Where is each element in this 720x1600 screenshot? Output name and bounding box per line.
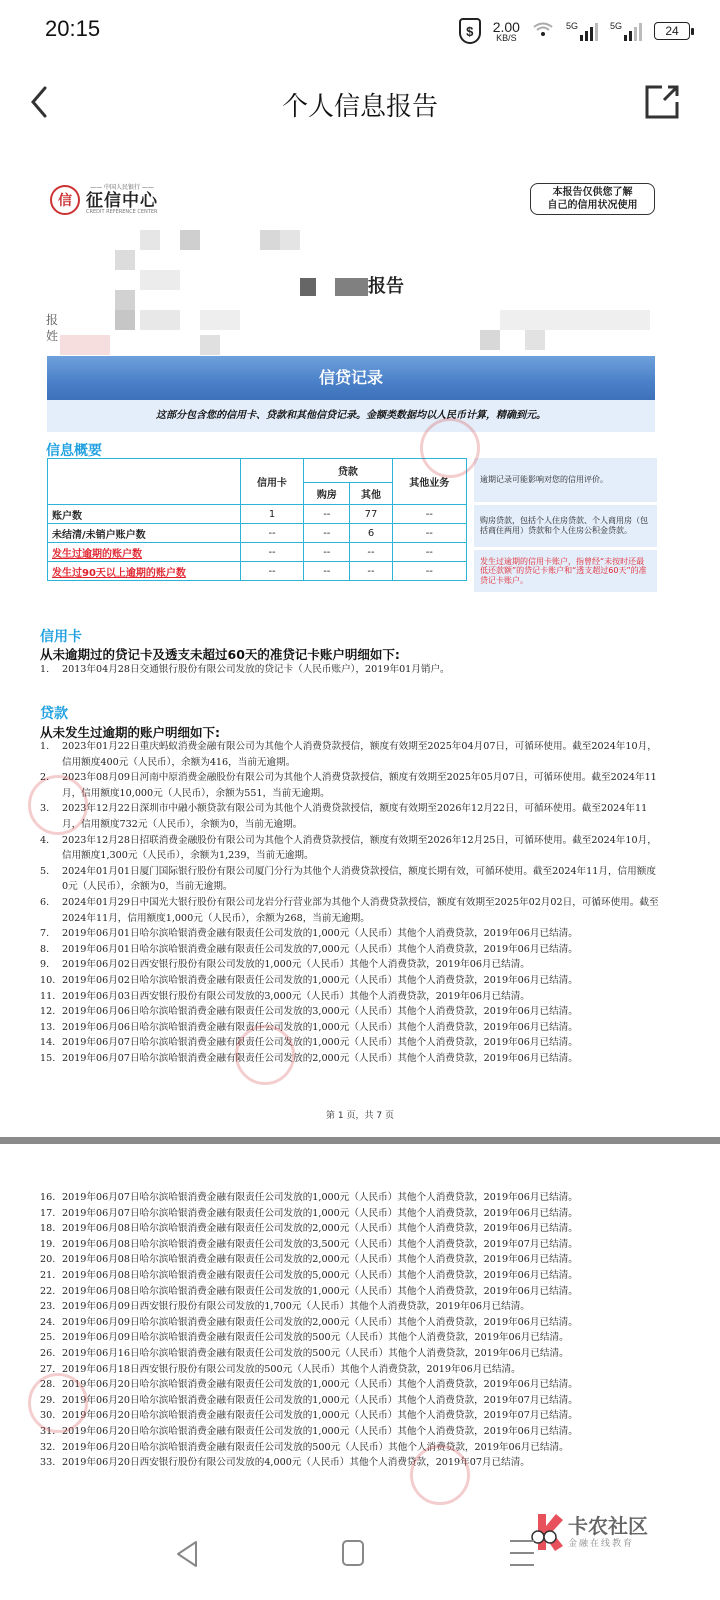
item-number: 27. (40, 1363, 56, 1375)
network-speed (493, 20, 520, 43)
note-house-loan: 购房贷款，包括个人住房贷款、个人商用房（包括商住两用）贷款和个人住房公积金贷款。 (474, 505, 657, 547)
list-item (40, 1051, 660, 1067)
row-label-overdue-90: 发生过90天以上逾期的账户数 (48, 562, 241, 581)
item-number: 4. (40, 834, 50, 846)
system-home-button[interactable] (342, 1540, 364, 1566)
item-number: 19. (40, 1238, 56, 1250)
item-text: 2019年06月07日哈尔滨哈银消费金融有限责任公司发放的1,000元（人民币）其他个人消费贷款，2019年06月已结清。 (62, 1192, 578, 1203)
loan-subheading: 从未发生过逾期的账户明细如下: (40, 725, 220, 740)
item-number: 2. (40, 772, 50, 784)
item-number: 30. (40, 1410, 56, 1422)
cell-credit-card: 1 (240, 505, 303, 524)
redaction-mosaic (335, 278, 368, 296)
item-number: 9. (40, 959, 50, 971)
report-title: 报告 (368, 276, 404, 297)
item-number: 24. (40, 1316, 56, 1328)
item-number: 29. (40, 1394, 56, 1406)
item-text: 2019年06月07日哈尔滨哈银消费金融有限责任公司发放的1,000元（人民币）其他个人消费贷款，2019年06月已结清。 (62, 1207, 578, 1219)
redaction-mosaic (140, 310, 180, 330)
item-text: 2019年06月20日哈尔滨哈银消费金融有限责任公司发放的1,000元（人民币）其他个人消费贷款，2019年07月已结清。 (62, 1394, 578, 1406)
list-item (40, 1284, 660, 1300)
status-icons (459, 16, 690, 46)
list-item (40, 1330, 660, 1346)
list-item (40, 942, 660, 958)
cell-house: -- (304, 543, 350, 562)
report-page-1[interactable] (0, 150, 720, 1135)
item-text: 2019年06月06日哈尔滨哈银消费金融有限责任公司发放的3,000元（人民币）其他个人消费贷款，2019年06月已结清。 (62, 1006, 578, 1018)
item-text: 2019年06月02日哈尔滨哈银消费金融有限责任公司发放的1,000元（人民币）其他个人消费贷款，2019年06月已结清。 (62, 974, 578, 986)
item-text: 2019年06月08日哈尔滨哈银消费金融有限责任公司发放的5,000元（人民币）其他个人消费贷款，2019年06月已结清。 (62, 1269, 578, 1281)
page-separator (0, 1137, 720, 1144)
item-number: 12. (40, 1006, 56, 1018)
cell-credit-card: -- (240, 562, 303, 581)
table-row (48, 505, 467, 524)
signal-1-label: 5G (565, 21, 578, 31)
list-item (40, 1424, 660, 1440)
item-number: 32. (40, 1441, 56, 1453)
item-text: 2019年06月16日哈尔滨哈银消费金融有限责任公司发放的500元（人民币）其他个人消费贷款，2019年06月已结清。 (62, 1347, 569, 1359)
item-number: 28. (40, 1379, 56, 1391)
list-item (40, 1206, 660, 1222)
item-text: 2019年06月09日西安银行股份有限公司发放的1,700元（人民币）其他个人消费贷款，2019年06月已结清。 (62, 1301, 530, 1313)
loan-heading: 贷款 (40, 706, 68, 722)
redaction-mosaic (480, 330, 500, 350)
disclaimer-line: 本报告仅供您了解 (552, 187, 633, 198)
seal-icon: 信 (50, 185, 80, 215)
item-text: 2019年06月01日哈尔滨哈银消费金融有限责任公司发放的7,000元（人民币）其他个人消费贷款，2019年06月已结清。 (62, 943, 578, 955)
list-item (40, 1004, 660, 1020)
list-item (40, 739, 660, 770)
system-back-button[interactable] (175, 1540, 199, 1568)
item-number: 3. (40, 803, 50, 815)
item-number: 7. (40, 928, 50, 940)
item-text: 2019年06月18日西安银行股份有限公司发放的500元（人民币）其他个人消费贷款，2019年06月已结清。 (62, 1363, 521, 1375)
list-item (40, 1035, 660, 1051)
cell-other: 77 (350, 505, 392, 524)
redaction-mosaic (200, 335, 220, 355)
loan-list (40, 739, 660, 1066)
brand-name: 卡农社区 (568, 1513, 648, 1538)
item-text: 2019年06月20日哈尔滨哈银消费金融有限责任公司发放的500元（人民币）其他个人消费贷款，2019年06月已结清。 (62, 1441, 569, 1453)
item-number: 26. (40, 1347, 56, 1359)
battery-level: 24 (665, 24, 679, 38)
speed-value: 2.00 (492, 18, 520, 35)
status-time: 20:15 (45, 16, 101, 41)
item-number: 10. (40, 974, 56, 986)
report-page-2[interactable] (0, 1145, 720, 1505)
menu-line (510, 1540, 534, 1542)
list-item (40, 1408, 660, 1424)
summary-notes (474, 458, 657, 595)
header-other-business: 其他业务 (392, 459, 466, 505)
item-text: 2019年06月09日哈尔滨哈银消费金融有限责任公司发放的500元（人民币）其他个人消费贷款，2019年06月已结清。 (62, 1332, 569, 1344)
item-text: 2023年12月28日招联消费金融股份有限公司为其他个人消费贷款授信，额度有效期至2026年12月25日，可循环使用。截至2024年10月，信用额度1,300元（人民币），余额为1,239，当前无逾期。 (62, 834, 657, 862)
list-item (40, 801, 660, 832)
item-text: 2019年06月06日哈尔滨哈银消费金融有限责任公司发放的1,000元（人民币）其他个人消费贷款，2019年06月已结清。 (62, 1021, 578, 1033)
cell-house: -- (304, 505, 350, 524)
header-blank (48, 459, 241, 505)
item-text: 2023年01月22日重庆蚂蚁消费金融有限公司为其他个人消费贷款授信，额度有效期至2025年04月07日，可循环使用。截至2024年10月，信用额度400元（人民币），余额为416，当前无逾期。 (62, 741, 657, 768)
brand-tagline: 金融在线教育 (568, 1538, 635, 1549)
list-item (40, 926, 660, 942)
row-label: 账户数 (48, 505, 241, 524)
report-label: 报 (46, 313, 59, 327)
credit-card-heading: 信用卡 (40, 629, 82, 645)
note-overdue-card: 发生过逾期的信用卡账户，指曾经“未按时还最低还款额”的贷记卡账户和“透支超过60天”的准贷记卡账户。 (474, 550, 657, 592)
logo-bottom-line: CREDIT REFERENCE CENTER (86, 209, 158, 216)
redaction-mosaic (280, 230, 300, 250)
item-number: 20. (40, 1254, 56, 1266)
list-item (40, 1221, 660, 1237)
list-item (40, 1268, 660, 1284)
item-number: 1. (40, 741, 50, 752)
item-text: 2019年06月03日西安银行股份有限公司发放的3,000元（人民币）其他个人消费贷款，2019年06月已结清。 (62, 990, 530, 1002)
item-number: 21. (40, 1269, 56, 1281)
item-number: 11. (40, 990, 56, 1002)
item-text: 2024年01月01日厦门国际银行股份有限公司厦门分行为其他个人消费贷款授信，额度长期有效，可循环使用。截至2024年11月，信用额度0元（人民币），余额为0，当前无逾期。 (62, 865, 656, 893)
item-text: 2013年04月28日交通银行股份有限公司发放的贷记卡（人民币账户），2019年01月销户。 (62, 664, 450, 675)
list-item (40, 957, 660, 973)
item-text: 2019年06月20日哈尔滨哈银消费金融有限责任公司发放的1,000元（人民币）其他个人消费贷款，2019年06月已结清。 (62, 1425, 578, 1437)
redaction-mosaic (140, 270, 180, 290)
redaction-mosaic (180, 230, 200, 250)
cell-credit-card: -- (240, 543, 303, 562)
cell-business: -- (392, 543, 466, 562)
table-row (48, 524, 467, 543)
share-external-icon (644, 84, 680, 120)
menu-line (510, 1564, 534, 1566)
redaction-mosaic (525, 330, 545, 350)
section-banner: 信贷记录 (47, 356, 655, 400)
item-number: 1. (40, 664, 50, 675)
redaction-mosaic (500, 310, 650, 330)
disclaimer-line: 自己的信用状况使用 (547, 200, 638, 211)
item-text: 2019年06月08日哈尔滨哈银消费金融有限责任公司发放的2,000元（人民币）其他个人消费贷款，2019年06月已结清。 (62, 1223, 578, 1235)
cell-business: -- (392, 524, 466, 543)
credit-center-logo (50, 185, 158, 216)
list-item (40, 833, 660, 864)
item-text: 2019年06月08日哈尔滨哈银消费金融有限责任公司发放的3,500元（人民币）其他个人消费贷款，2019年07月已结清。 (62, 1238, 578, 1250)
list-item (40, 1190, 660, 1206)
redaction-mosaic (115, 290, 135, 310)
item-text: 2019年06月02日西安银行股份有限公司发放的1,000元（人民币）其他个人消费贷款，2019年06月已结清。 (62, 959, 530, 971)
item-number: 31. (40, 1425, 56, 1437)
page-title: 个人信息报告 (281, 92, 438, 122)
back-triangle-icon (175, 1540, 199, 1568)
item-number: 17. (40, 1207, 56, 1219)
signal-2-label: 5G (609, 21, 622, 31)
item-number: 18. (40, 1223, 56, 1235)
redaction-mosaic (115, 310, 135, 330)
list-item (40, 973, 660, 989)
list-item (40, 662, 660, 678)
signal-2-icon (610, 21, 642, 41)
logo-top-line: —— 中国人民银行 —— (90, 184, 154, 191)
list-item (40, 770, 660, 801)
row-label: 未结清/未销户账户数 (48, 524, 241, 543)
cell-other: -- (350, 562, 392, 581)
note-overdue-impact: 逾期记录可能影响对您的信用评价。 (474, 458, 657, 502)
system-navigation-bar (0, 1510, 720, 1600)
battery-icon (654, 22, 690, 40)
system-menu-button[interactable] (510, 1540, 534, 1566)
app-header (0, 64, 720, 144)
item-number: 5. (40, 865, 50, 877)
status-bar (0, 0, 720, 64)
header-loan-house: 购房 (304, 483, 350, 505)
table-row (48, 562, 467, 581)
wifi-icon (532, 21, 554, 42)
list-item (40, 1020, 660, 1036)
list-item (40, 1299, 660, 1315)
redaction-mosaic (140, 230, 160, 250)
menu-line (510, 1552, 534, 1554)
header-credit-card: 信用卡 (240, 459, 303, 505)
item-text: 2019年06月07日哈尔滨哈银消费金融有限责任公司发放的1,000元（人民币）其他个人消费贷款，2019年06月已结清。 (62, 1037, 578, 1049)
item-number: 23. (40, 1301, 56, 1313)
shield-icon: $ (459, 18, 481, 44)
credit-card-subheading: 从未逾期过的贷记卡及透支未超过60天的准贷记卡账户明细如下: (40, 647, 400, 662)
item-number: 13. (40, 1021, 56, 1033)
usage-disclaimer (530, 183, 655, 215)
item-text: 2019年06月01日哈尔滨哈银消费金融有限责任公司发放的1,000元（人民币）其他个人消费贷款，2019年06月已结清。 (62, 928, 578, 940)
cell-other: -- (350, 543, 392, 562)
item-text: 2023年08月09日河南中原消费金融股份有限公司为其他个人消费贷款授信，额度有效期至2025年05月07日，可循环使用。截至2024年11月，信用额度10,000元（人民币），余额为551，当前无逾期。 (62, 772, 657, 799)
item-number: 22. (40, 1285, 56, 1297)
redaction-mosaic (300, 278, 316, 296)
header-loan: 贷款 (304, 459, 392, 483)
item-number: 6. (40, 896, 50, 908)
table-header-row (48, 459, 467, 483)
credit-card-list (40, 662, 660, 678)
cell-house: -- (304, 524, 350, 543)
redaction-mosaic (60, 335, 110, 355)
item-number: 25. (40, 1332, 56, 1344)
section-banner-subtitle: 这部分包含您的信用卡、贷款和其他信贷记录。金额类数据均以人民币计算，精确到元。 (47, 400, 655, 432)
list-item (40, 1440, 660, 1456)
cell-other: 6 (350, 524, 392, 543)
item-number: 15. (40, 1052, 56, 1064)
header-loan-other: 其他 (350, 483, 392, 505)
logo-name: 征信中心 (86, 190, 158, 211)
list-item (40, 895, 660, 926)
list-item (40, 1362, 660, 1378)
signal-1-icon (566, 21, 598, 41)
list-item (40, 1346, 660, 1362)
item-number: 14. (40, 1037, 56, 1049)
item-number: 16. (40, 1192, 56, 1203)
item-text: 2019年06月09日哈尔滨哈银消费金融有限责任公司发放的2,000元（人民币）其他个人消费贷款，2019年06月已结清。 (62, 1316, 578, 1328)
item-text: 2024年01月29日中国光大银行股份有限公司龙岩分行营业部为其他个人消费贷款授信，额度有效期至2025年02月02日，可循环使用。截至2024年11月，信用额度1,000元（人民币），余额为268，当前无逾期。 (62, 896, 659, 924)
cell-business: -- (392, 562, 466, 581)
list-item (40, 1393, 660, 1409)
item-number: 8. (40, 943, 50, 955)
list-item (40, 989, 660, 1005)
cell-house: -- (304, 562, 350, 581)
redaction-mosaic (200, 310, 240, 330)
list-item (40, 1377, 660, 1393)
item-text: 2019年06月20日西安银行股份有限公司发放的4,000元（人民币）其他个人消费贷款，2019年07月已结清。 (62, 1457, 530, 1469)
cell-business: -- (392, 505, 466, 524)
item-text: 2023年12月22日深圳市中融小额贷款有限公司为其他个人消费贷款授信，额度有效期至2026年12月22日，可循环使用。截至2024年11月，信用额度732元（人民币），余额为0，当前无逾期。 (62, 803, 648, 830)
list-item (40, 1237, 660, 1253)
loan-list-continued (40, 1190, 660, 1471)
name-label: 姓 (46, 329, 59, 343)
redaction-mosaic (115, 250, 135, 270)
list-item (40, 864, 660, 895)
item-number: 33. (40, 1457, 56, 1469)
share-button[interactable] (644, 84, 680, 120)
speed-unit: KB/S (496, 32, 517, 43)
list-item (40, 1455, 660, 1471)
item-text: 2019年06月08日哈尔滨哈银消费金融有限责任公司发放的1,000元（人民币）其他个人消费贷款，2019年06月已结清。 (62, 1285, 578, 1297)
list-item (40, 1315, 660, 1331)
cell-credit-card: -- (240, 524, 303, 543)
summary-heading: 信息概要 (46, 443, 102, 459)
table-row (48, 543, 467, 562)
item-text: 2019年06月20日哈尔滨哈银消费金融有限责任公司发放的1,000元（人民币）其他个人消费贷款，2019年06月已结清。 (62, 1379, 578, 1391)
summary-table (47, 458, 467, 581)
page-number: 第 1 页，共 7 页 (326, 1111, 394, 1121)
list-item (40, 1252, 660, 1268)
redaction-mosaic (260, 230, 280, 250)
item-text: 2019年06月07日哈尔滨哈银消费金融有限责任公司发放的2,000元（人民币）其他个人消费贷款，2019年06月已结清。 (62, 1052, 578, 1064)
item-text: 2019年06月20日哈尔滨哈银消费金融有限责任公司发放的1,000元（人民币）其他个人消费贷款，2019年07月已结清。 (62, 1410, 578, 1422)
item-text: 2019年06月08日哈尔滨哈银消费金融有限责任公司发放的2,000元（人民币）其他个人消费贷款，2019年06月已结清。 (62, 1254, 578, 1266)
row-label-overdue: 发生过逾期的账户数 (48, 543, 241, 562)
